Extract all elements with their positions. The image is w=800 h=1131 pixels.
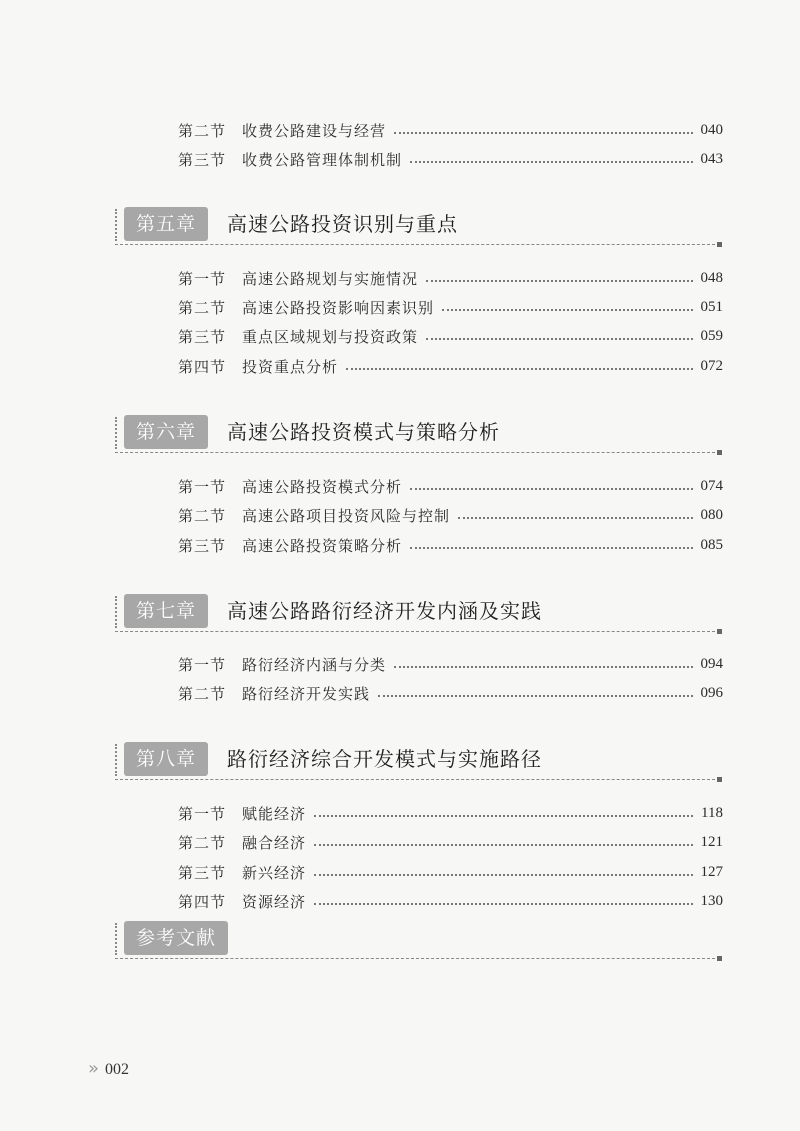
toc-entry[interactable] [178,860,723,884]
leader-dots [410,547,692,549]
leader-dots [314,903,692,905]
page-number: 072 [700,357,723,374]
page-number: 121 [700,833,723,850]
chapter-title: 高速公路投资识别与重点 [227,212,458,236]
chapter-label-badge: 第五章 [124,207,208,241]
leader-dots [314,815,693,817]
toc-entry[interactable] [178,324,723,348]
chapter-heading[interactable] [115,592,722,632]
page-number: 059 [700,327,723,344]
section-title: 重点区域规划与投资政策 [242,327,419,346]
chapter-side-bar [115,923,119,955]
section-title: 路衍经济内涵与分类 [242,655,387,674]
chapter-label-badge: 第八章 [124,742,208,776]
section-number: 第四节 [178,357,227,376]
section-title: 收费公路建设与经营 [242,121,387,140]
page-number: 085 [700,536,723,553]
section-title: 高速公路规划与实施情况 [242,269,419,288]
chapter-label-badge: 第六章 [124,415,208,449]
section-number: 第一节 [178,655,227,674]
chapter-side-bar [115,417,119,449]
references-heading[interactable] [115,919,722,959]
page-folio [88,1058,129,1079]
section-title: 高速公路投资影响因素识别 [242,298,435,317]
references-label-badge: 参考文献 [124,921,228,955]
leader-dots [426,280,692,282]
toc-entry[interactable] [178,474,723,498]
chapter-heading[interactable] [115,205,722,245]
section-number: 第二节 [178,506,227,525]
section-title: 收费公路管理体制机制 [242,150,403,169]
divider-end-square [717,956,722,961]
section-number: 第二节 [178,298,227,317]
section-number: 第三节 [178,536,227,555]
divider-end-square [717,629,722,634]
chapter-divider [115,452,715,453]
page-number: 074 [700,477,723,494]
toc-entry[interactable] [178,681,723,705]
section-title: 赋能经济 [242,804,307,823]
section-title: 新兴经济 [242,863,307,882]
page-number: 094 [700,655,723,672]
section-title: 资源经济 [242,892,307,911]
page-number: 127 [700,863,723,880]
double-chevron-icon: » [88,1058,100,1079]
leader-dots [394,666,692,668]
divider-end-square [717,777,722,782]
toc-entry[interactable] [178,118,723,142]
page-number: 040 [700,121,723,138]
page-number: 080 [700,506,723,523]
leader-dots [426,338,692,340]
chapter-title: 高速公路投资模式与策略分析 [227,420,500,444]
chapter-divider [115,631,715,632]
toc-entry[interactable] [178,266,723,290]
section-number: 第三节 [178,327,227,346]
section-title: 投资重点分析 [242,357,339,376]
section-number: 第一节 [178,477,227,496]
section-number: 第四节 [178,892,227,911]
section-number: 第三节 [178,150,227,169]
section-title: 高速公路投资策略分析 [242,536,403,555]
toc-entry[interactable] [178,889,723,913]
toc-entry[interactable] [178,533,723,557]
leader-dots [314,874,692,876]
leader-dots [410,161,692,163]
folio-page-number: 002 [105,1061,130,1078]
divider-end-square [717,242,722,247]
section-title: 路衍经济开发实践 [242,684,371,703]
toc-entry[interactable] [178,354,723,378]
section-number: 第二节 [178,121,227,140]
toc-entry[interactable] [178,652,723,676]
section-number: 第一节 [178,804,227,823]
chapter-heading[interactable] [115,740,722,780]
chapter-side-bar [115,596,119,628]
chapter-side-bar [115,209,119,241]
leader-dots [458,517,692,519]
section-title: 高速公路投资模式分析 [242,477,403,496]
section-title: 融合经济 [242,833,307,852]
section-number: 第二节 [178,684,227,703]
section-title: 高速公路项目投资风险与控制 [242,506,451,525]
page-number: 051 [700,298,723,315]
chapter-divider [115,958,715,959]
chapter-side-bar [115,744,119,776]
chapter-label-badge: 第七章 [124,594,208,628]
toc-entry[interactable] [178,147,723,171]
section-number: 第一节 [178,269,227,288]
section-number: 第三节 [178,863,227,882]
leader-dots [442,309,692,311]
leader-dots [314,844,692,846]
chapter-title: 高速公路路衍经济开发内涵及实践 [227,599,542,623]
page-number: 043 [700,150,723,167]
divider-end-square [717,450,722,455]
chapter-heading[interactable] [115,413,722,453]
leader-dots [346,368,692,370]
page-number: 048 [700,269,723,286]
page-number: 118 [701,804,723,821]
leader-dots [410,488,692,490]
section-number: 第二节 [178,833,227,852]
chapter-title: 路衍经济综合开发模式与实施路径 [227,747,542,771]
toc-entry[interactable] [178,295,723,319]
leader-dots [378,695,692,697]
chapter-divider [115,244,715,245]
toc-entry[interactable] [178,503,723,527]
page-number: 096 [700,684,723,701]
leader-dots [394,132,692,134]
toc-entry[interactable] [178,801,723,825]
page-number: 130 [700,892,723,909]
toc-entry[interactable] [178,830,723,854]
chapter-divider [115,779,715,780]
